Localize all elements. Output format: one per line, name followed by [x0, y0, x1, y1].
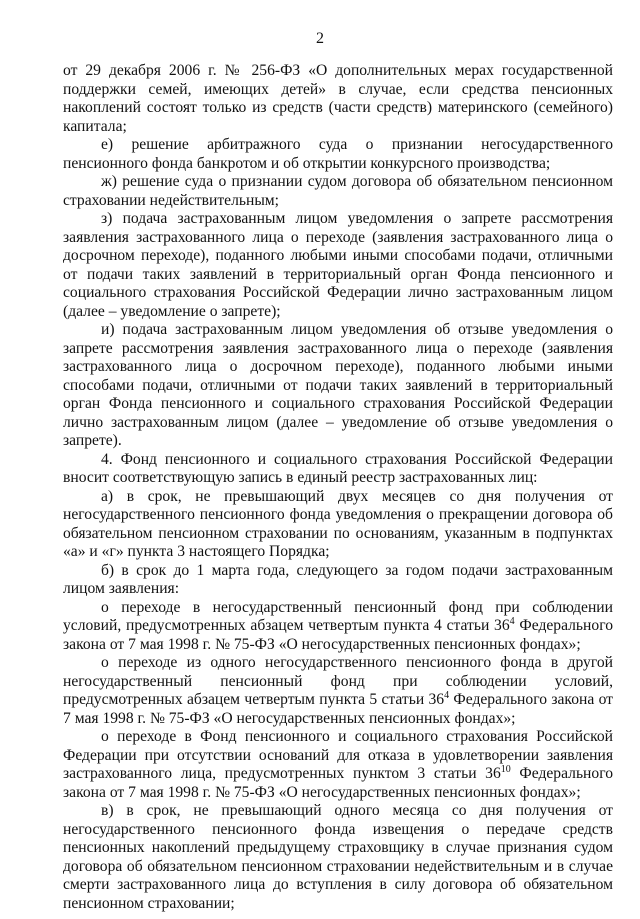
- text-run: Федерального закона от 7 мая 1998 г. № 75-ФЗ «О негосударственных пенсионных фондах»;: [63, 691, 613, 727]
- superscript: 10: [500, 763, 511, 775]
- paragraph-item-b-3: [63, 728, 613, 802]
- superscript: 4: [509, 615, 515, 627]
- document-body: [63, 62, 613, 913]
- paragraph-item-b-1: [63, 599, 613, 655]
- paragraph-item-i: и) подача застрахованным лицом уведомления об отзыве уведомления о запрете рассмотрения заявления застрахованного лица о переходе (заявления застрахованного лица о досрочном переходе), поданного любыми иными способами подачи, отличными от подачи таких заявлений в территориальный орган Фонда пенсионного и социального страхования Российской Федерации лично застрахованным лицом (далее – уведомление об отзыве уведомления о запрете).: [63, 321, 613, 449]
- text-run: о переходе в Фонд пенсионного и социального страхования Российской Федерации при отсутствии оснований для отказа в удовлетворении заявления застрахованного лица, предусмотренных пунктом 3 статьи 36: [63, 728, 613, 782]
- paragraph-item-b: б) в срок до 1 марта года, следующего за годом подачи застрахованным лицом заявления:: [63, 561, 613, 597]
- paragraph-continuation: от 29 декабря 2006 г. № 256-ФЗ «О дополнительных мерах государственной поддержки семей, имеющих детей» в случае, если средства пенсионных накоплений состоят только из средств (части средств) материнского (семейного) капитала;: [63, 62, 613, 135]
- text-run: Федерального закона от 7 мая 1998 г. № 75-ФЗ «О негосударственных пенсионных фондах»;: [63, 765, 613, 801]
- text-run: о переходе в негосударственный пенсионный фонд при соблюдении условий, предусмотренных абзацем четвертым пункта 4 статьи 36: [63, 598, 613, 634]
- paragraph-item-zh: ж) решение суда о признании судом договора об обязательном пенсионном страховании недействительным;: [63, 173, 613, 209]
- text-run: о переходе из одного негосударственного пенсионного фонда в другой негосударственный пенсионный фонд при соблюдении условий, предусмотренных абзацем четвертым пункта 5 статьи 36: [63, 654, 613, 708]
- paragraph-item-v: в) в срок, не превышающий одного месяца со дня получения от негосударственного пенсионного фонда извещения о передаче средств пенсионных накоплений предыдущему страховщику в случае признания судом договора об обязательном пенсионном страховании недействительным и в случае смерти застрахованного лица до вступления в силу договора об обязательном пенсионном страховании;: [63, 802, 613, 912]
- paragraph-section-4: 4. Фонд пенсионного и социального страхования Российской Федерации вносит соответствующую запись в единый реестр застрахованных лиц:: [63, 450, 613, 486]
- paragraph-item-z: з) подача застрахованным лицом уведомления о запрете рассмотрения заявления застрахованного лица о переходе (заявления застрахованного лица о досрочном переходе), поданного любыми иными способами подачи, отличными от подачи таких заявлений в территориальный орган Фонда пенсионного и социального страхования Российской Федерации лично застрахованным лицом (далее – уведомление о запрете);: [63, 210, 613, 320]
- paragraph-item-b-2: [63, 654, 613, 728]
- paragraph-item-e: е) решение арбитражного суда о признании негосударственного пенсионного фонда банкротом и об открытии конкурсного производства;: [63, 136, 613, 172]
- page-number: 2: [316, 30, 324, 47]
- text-run: Федерального закона от 7 мая 1998 г. № 75-ФЗ «О негосударственных пенсионных фондах»;: [63, 617, 613, 653]
- paragraph-item-a: а) в срок, не превышающий двух месяцев со дня получения от негосударственного пенсионного фонда уведомления о прекращении договора об обязательном пенсионном страховании по основаниям, указанным в подпунктах «а» и «г» пункта 3 настоящего Порядка;: [63, 487, 613, 560]
- superscript: 4: [444, 689, 450, 701]
